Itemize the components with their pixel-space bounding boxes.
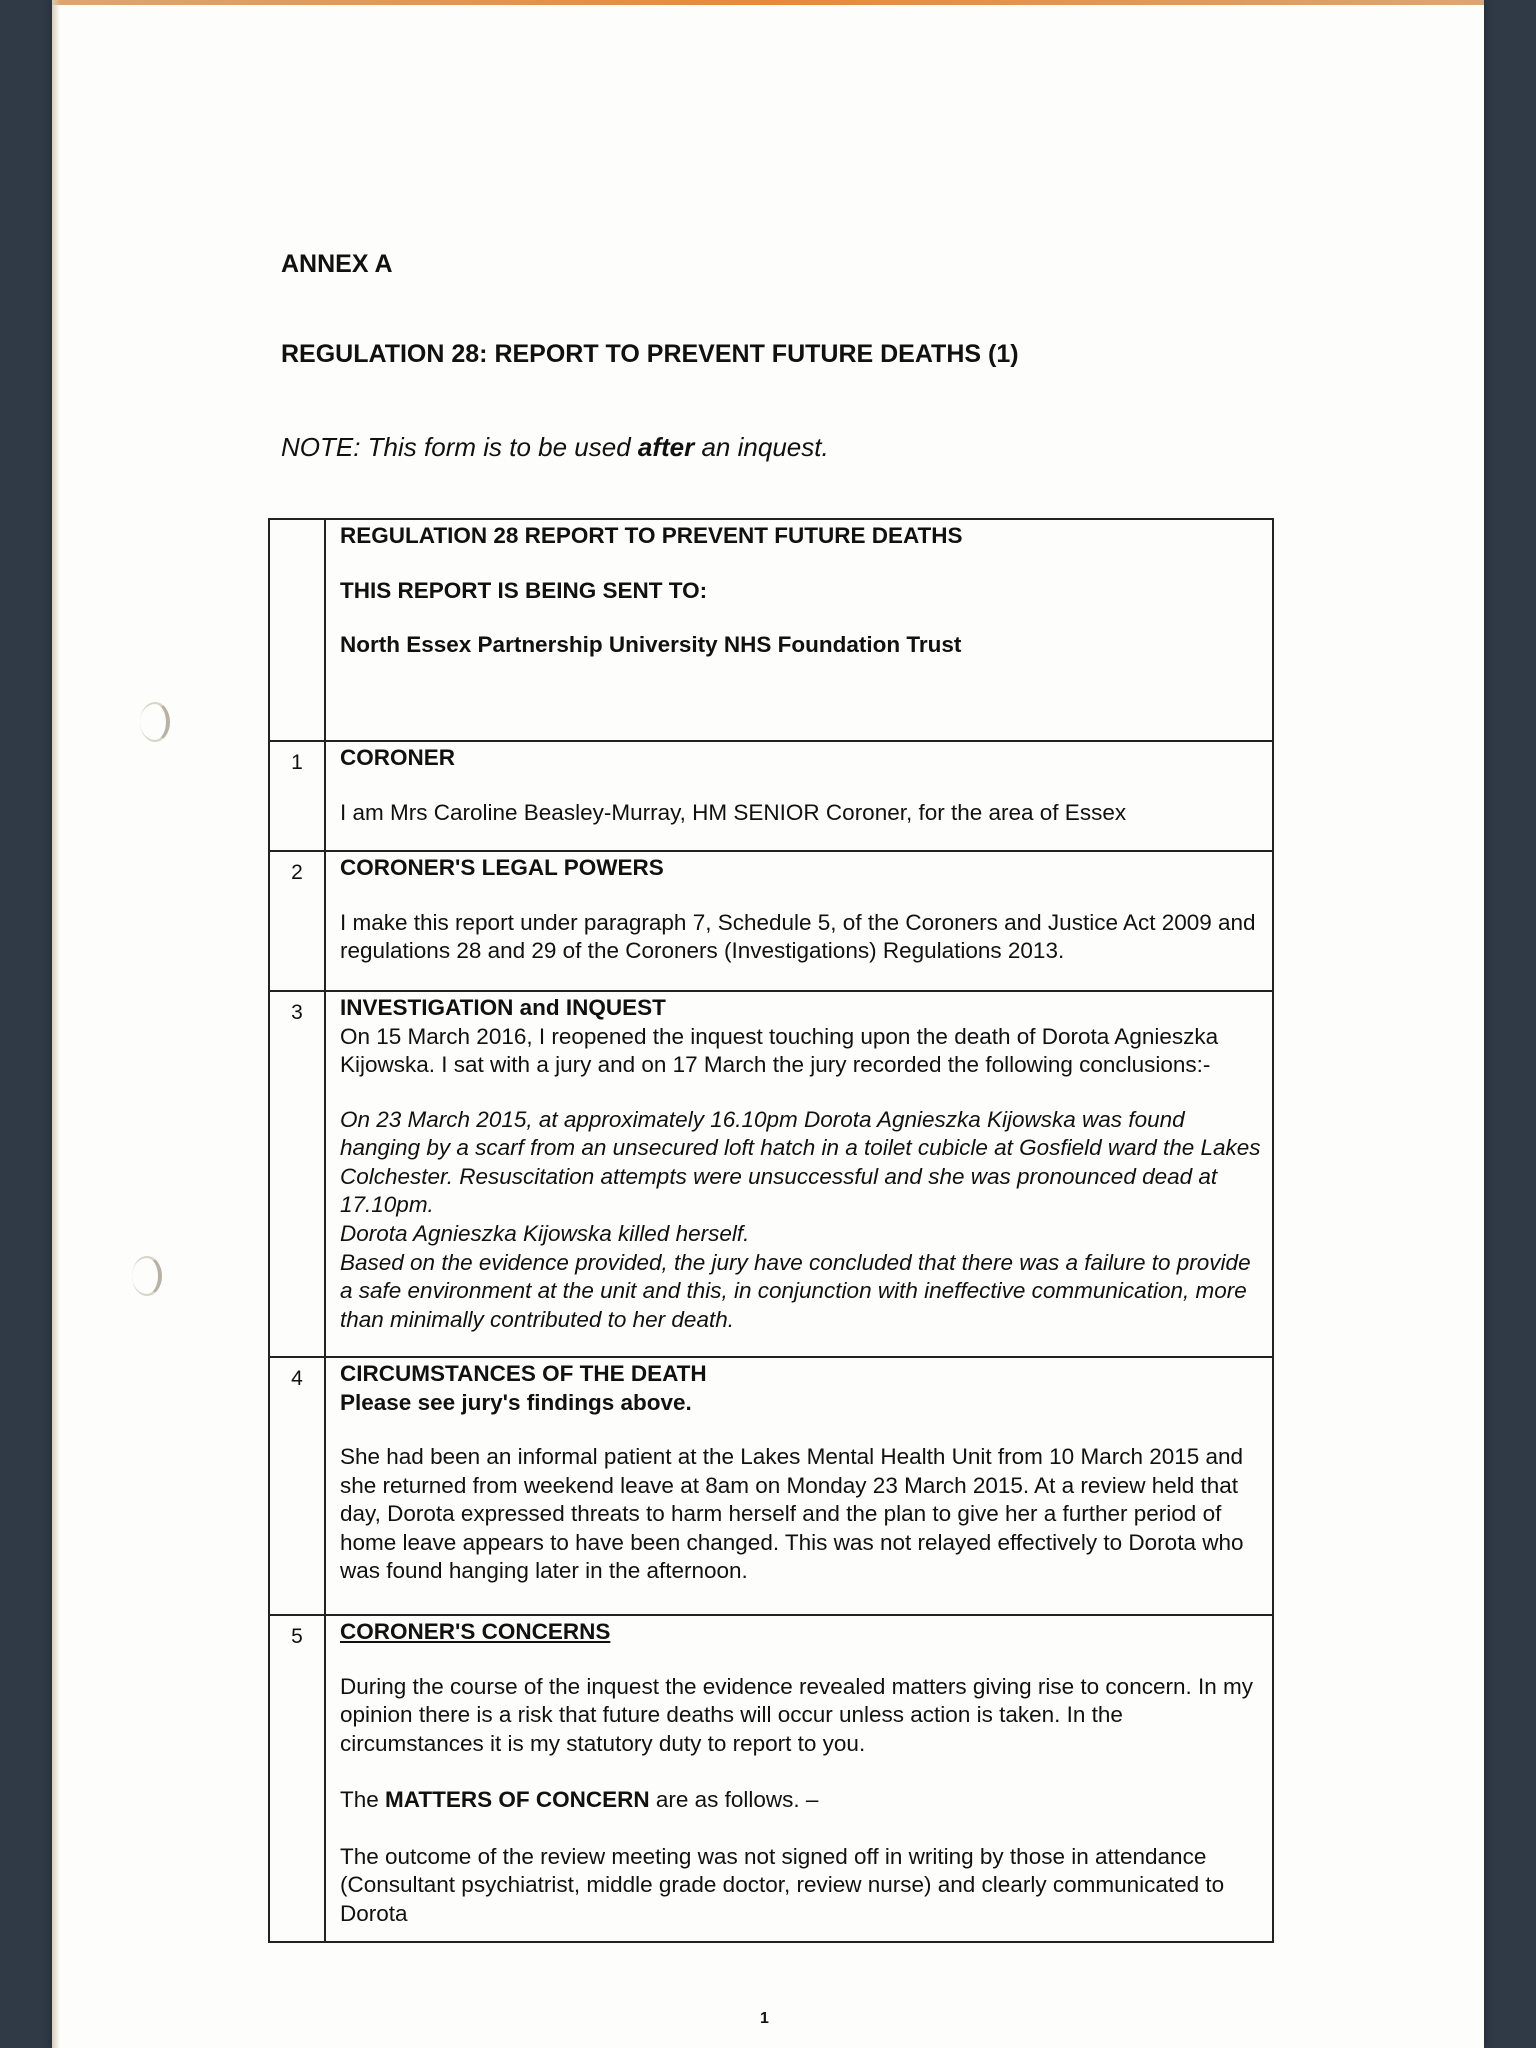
section-body: On 15 March 2016, I reopened the inquest touching upon the death of Dorota Agnieszka Kijowska. I sat with a jury and on 17 March the jury recorded the following conclusions:- xyxy=(340,1023,1219,1078)
table-row-section-3 xyxy=(269,991,1273,1357)
jury-conclusion: Based on the evidence provided, the jury have concluded that there was a failure to provide a safe environment at the unit and this, in conjunction with ineffective communication, more than minimally contributed to her death. xyxy=(340,1249,1251,1332)
usage-note xyxy=(281,432,829,463)
section-title: CIRCUMSTANCES OF THE DEATH xyxy=(340,1361,707,1386)
header-section xyxy=(325,519,1273,741)
table-row-section-1 xyxy=(269,741,1273,851)
section-subtitle: Please see jury's findings above. xyxy=(340,1389,692,1415)
section-number: 3 xyxy=(269,991,325,1357)
section-title: INVESTIGATION and INQUEST xyxy=(340,995,666,1020)
section-number: 4 xyxy=(269,1357,325,1615)
punch-hole-icon xyxy=(132,1256,162,1296)
section-legal-powers xyxy=(325,851,1273,991)
section-title: CORONER xyxy=(340,745,456,770)
section-body: She had been an informal patient at the Lakes Mental Health Unit from 10 March 2015 and she returned from weekend leave at 8am on Monday 23 March 2015. At a review held that day, Dorota expressed threats to harm herself and the plan to give her a further period of home leave appears to have been changed. This was not relayed effectively to Dorota who was found hanging later in the afternoon. xyxy=(340,1444,1244,1584)
matters-suffix: are as follows. – xyxy=(649,1787,819,1813)
table-row-section-2 xyxy=(269,851,1273,991)
section-number: 2 xyxy=(269,851,325,991)
jury-conclusion: On 23 March 2015, at approximately 16.10pm Dorota Agnieszka Kijowska was found hanging by a scarf from an unsecured loft hatch in a toilet cubicle at Gosfield ward the Lakes Colchester. Resuscitation attempts were unsuccessful and she was pronounced dead at 17.10pm. xyxy=(340,1106,1261,1218)
section-concerns xyxy=(325,1615,1273,1942)
report-title: REGULATION 28 REPORT TO PREVENT FUTURE DEATHS xyxy=(340,523,963,548)
section-body: I make this report under paragraph 7, Schedule 5, of the Coroners and Justice Act 2009 and regulations 28 and 29 of the Coroners (Investigations) Regulations 2013. xyxy=(340,909,1256,964)
note-prefix: NOTE: This form is to be used xyxy=(281,432,638,462)
section-investigation xyxy=(325,991,1273,1357)
sent-to-label: THIS REPORT IS BEING SENT TO: xyxy=(340,577,708,603)
matters-of-concern-intro xyxy=(340,1786,1262,1815)
section-body: I am Mrs Caroline Beasley-Murray, HM SENIOR Coroner, for the area of Essex xyxy=(340,799,1127,825)
section-circumstances xyxy=(325,1357,1273,1615)
note-emphasis: after xyxy=(637,432,695,462)
recipient-name: North Essex Partnership University NHS Foundation Trust xyxy=(340,632,962,658)
regulation-title: REGULATION 28: REPORT TO PREVENT FUTURE DEATHS (1) xyxy=(281,340,1019,368)
annex-heading: ANNEX A xyxy=(281,250,393,278)
table-row-section-5 xyxy=(269,1615,1273,1942)
concern-item: The outcome of the review meeting was not signed off in writing by those in attendance (Consultant psychiatrist, middle grade doctor, review nurse) and clearly communicated to Dorota xyxy=(340,1843,1225,1926)
note-suffix: an inquest. xyxy=(694,432,829,462)
section-number: 5 xyxy=(269,1615,325,1942)
section-number: 1 xyxy=(269,741,325,851)
section-body: During the course of the inquest the evidence revealed matters giving rise to concern. In my opinion there is a risk that future deaths will occur unless action is taken. In the circumstances it is my statutory duty to report to you. xyxy=(340,1673,1253,1756)
report-table xyxy=(268,518,1274,1943)
jury-conclusion: Dorota Agnieszka Kijowska killed herself. xyxy=(340,1220,750,1246)
table-row-section-4 xyxy=(269,1357,1273,1615)
section-coroner xyxy=(325,741,1273,851)
section-title: CORONER'S LEGAL POWERS xyxy=(340,855,664,880)
table-row-header xyxy=(269,519,1273,741)
page-left-shadow xyxy=(52,0,60,2048)
page-number: 1 xyxy=(760,2010,769,2027)
matters-prefix: The xyxy=(340,1787,386,1813)
punch-hole-icon xyxy=(140,702,170,742)
page-top-edge xyxy=(52,0,1484,5)
matters-emphasis: MATTERS OF CONCERN xyxy=(385,1787,650,1813)
section-title: CORONER'S CONCERNS xyxy=(340,1619,611,1644)
section-number-empty xyxy=(269,519,325,741)
